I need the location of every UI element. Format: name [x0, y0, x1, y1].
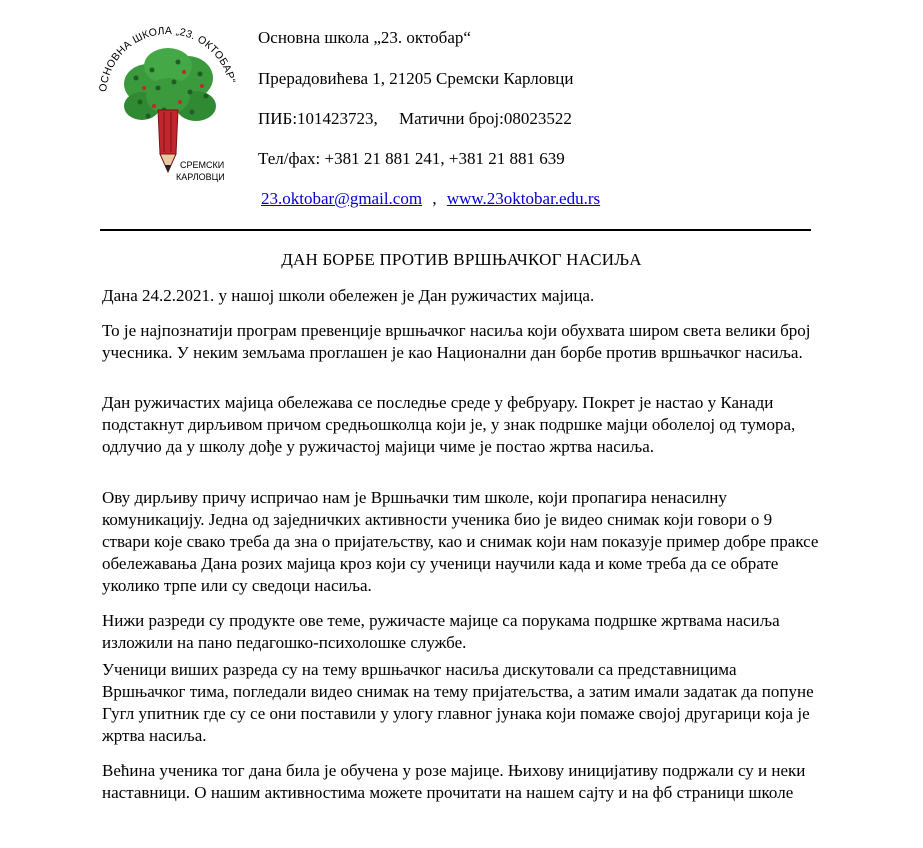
paragraph-1: Дана 24.2.2021. у нашој школи обележен је Дан ружичастих мајица.: [102, 286, 595, 305]
header-divider: [100, 229, 811, 231]
paragraph-6: Ученици виших разреда су на тему вршњачког насиља дискутовали са представницима Вршњачког тима, погледали видео снимак на тему пријатељства, а затим имали задатак да попуне Гугл упитник где су се они поставили у улогу главног јунака који помаже својој другарици која је жртва насиља.: [102, 660, 814, 745]
school-name: Основна школа „23. октобар“: [258, 28, 471, 47]
document-title: ДАН БОРБЕ ПРОТИВ ВРШЊАЧКОГ НАСИЉА: [281, 250, 642, 269]
logo-bottom-line2: КАРЛОВЦИ: [176, 172, 225, 182]
school-tax-ids: ПИБ:101423723, Матични број:08023522: [258, 109, 572, 128]
paragraph-3: Дан ружичастих мајица обележава се последње среде у фебруару. Покрет је настао у Канади подстакнут дирљивом причом средњошколца који је, у знак подршке мајци оболелој од тумора, одлучио да у школу дође у ружичастој мајици чиме је постао жртва насиља.: [102, 393, 796, 456]
logo-bottom-line1: СРЕМСКИ: [180, 160, 225, 170]
logo-arc-text: ОСНОВНА ШКОЛА „23. ОКТОБАР“: [97, 24, 238, 93]
email-link[interactable]: 23.oktobar@gmail.com: [261, 189, 423, 208]
website-link[interactable]: www.23oktobar.edu.rs: [446, 189, 601, 208]
paragraph-5: Нижи разреди су продукте ове теме, ружичасте мајице са порукама подршке жртвама насиља изложили на пано педагошко-психолошке службе.: [102, 611, 780, 652]
tree-icon: [124, 48, 216, 172]
paragraph-4: Ову дирљиву причу испричао нам је Вршњачки тим школе, који пропагира ненасилну комуникацију. Једна од заједничких активности ученика био је видео снимак који говори о 9 ствари које свако треба да зна о пријатељству, као и снимак који нам показује пример добре праксе обележавања Дана розих мајица кроз који су ученици научили када и коме треба да се обрате уколико трпе или су сведоци насиља.: [102, 488, 819, 595]
paragraph-2: То је најпознатији програм превенције вршњачког насиља који обухвата широм света велики број учесника. У неким земљама проглашен је као Национални дан борбе против вршњачког насиља.: [102, 321, 811, 362]
paragraph-7: Већина ученика тог дана била је обучена у розе мајице. Њихову иницијативу подржали су и неки наставници. О нашим активностима можете прочитати на нашем сајту и на фб страници школе: [102, 761, 806, 802]
school-address: Прерадовићева 1, 21205 Сремски Карловци: [258, 69, 574, 88]
link-separator: ,: [428, 189, 441, 208]
school-phone: Тел/фах: +381 21 881 241, +381 21 881 639: [258, 149, 565, 168]
contact-links: [261, 189, 600, 209]
school-logo: [92, 22, 242, 190]
